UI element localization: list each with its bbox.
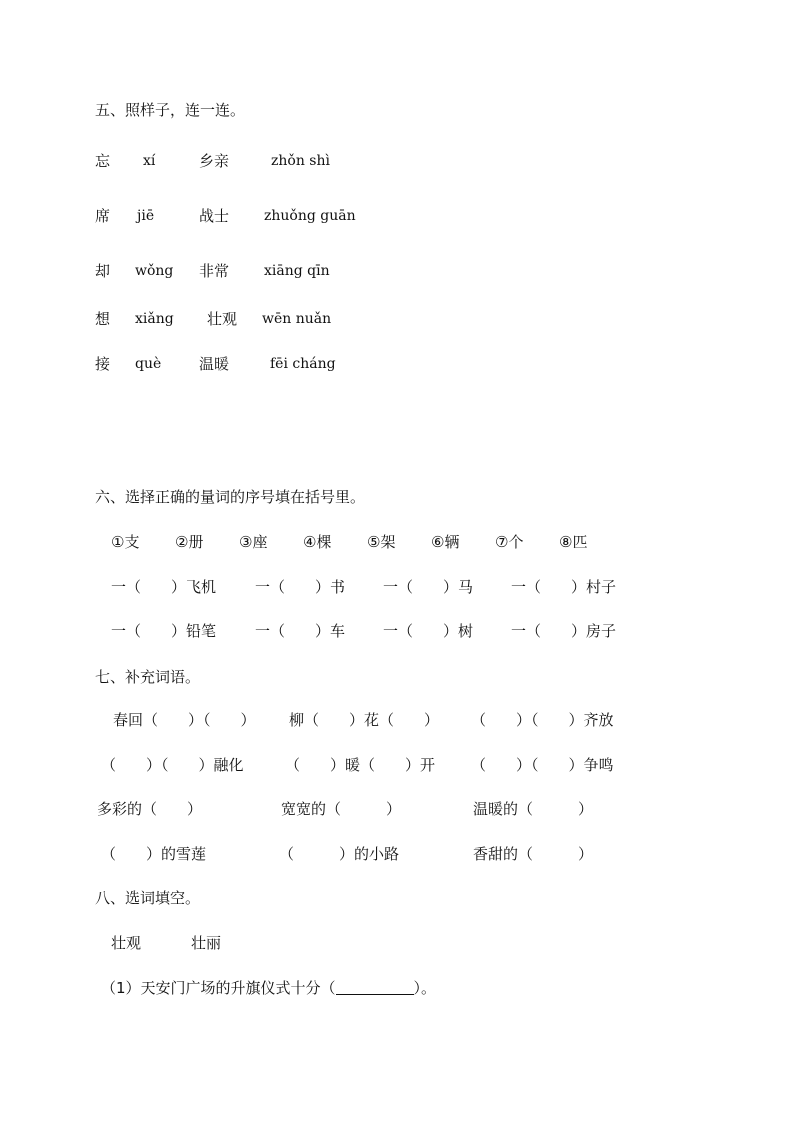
option-item: ⑦个	[495, 533, 524, 551]
section-6-heading: 六、选择正确的量词的序号填在括号里。	[95, 488, 366, 506]
section-7-heading: 七、补充词语。	[95, 668, 201, 686]
option-item: ③座	[239, 533, 268, 551]
option-item: ①支	[111, 533, 140, 551]
match-pinyin: wǒng	[135, 263, 174, 279]
option-item: ④棵	[303, 533, 332, 551]
word-choice: 壮丽	[191, 934, 222, 952]
idiom-item: （ ）（ ）融化	[101, 756, 244, 774]
match-word: 非常	[199, 262, 230, 280]
match-word: 乡亲	[199, 152, 230, 170]
idiom-item: 春回（ ）（ ）	[113, 711, 256, 729]
match-char: 却	[95, 262, 111, 280]
fill-item: 一（ ）铅笔	[111, 622, 217, 640]
match-word-pinyin: zhǒn shì	[271, 153, 330, 169]
phrase-item: 宽宽的（ ）	[281, 800, 402, 818]
match-char: 席	[95, 207, 111, 225]
fill-item: 一（ ）车	[255, 622, 346, 640]
option-item: ②册	[175, 533, 204, 551]
fill-item: 一（ ）村子	[511, 578, 617, 596]
section-5-heading: 五、照样子，连一连。	[95, 101, 246, 119]
match-char: 想	[95, 310, 111, 328]
idiom-item: 柳（ ）花（ ）	[289, 711, 440, 729]
fill-item: 一（ ）房子	[511, 622, 617, 640]
option-item: ⑥辆	[431, 533, 460, 551]
match-word: 壮观	[207, 310, 238, 328]
fill-item: 一（ ）马	[383, 578, 474, 596]
phrase-item: 多彩的（ ）	[97, 800, 203, 818]
question-1-suffix: ）。	[413, 979, 437, 997]
match-word-pinyin: wēn nuǎn	[262, 311, 332, 327]
match-word-pinyin: xiāng qīn	[264, 263, 330, 279]
match-char: 接	[95, 355, 111, 373]
idiom-item: （ ）暖（ ）开	[285, 756, 436, 774]
idiom-item: （ ）（ ）争鸣	[471, 756, 614, 774]
phrase-item: 香甜的（ ）	[473, 845, 594, 863]
question-1	[101, 979, 436, 997]
match-word: 战士	[199, 207, 230, 225]
question-1-prefix: （1）天安门广场的升旗仪式十分（	[101, 979, 336, 997]
word-choice: 壮观	[111, 934, 142, 952]
phrase-item: 温暖的（ ）	[473, 800, 594, 818]
match-word-pinyin: zhuǒng guān	[264, 208, 356, 224]
fill-item: 一（ ）树	[383, 622, 474, 640]
idiom-item: （ ）（ ）齐放	[471, 711, 614, 729]
answer-blank[interactable]	[336, 980, 414, 995]
option-item: ⑧匹	[559, 533, 588, 551]
match-word-pinyin: fēi cháng	[270, 356, 336, 372]
match-word: 温暖	[199, 355, 230, 373]
match-pinyin: jiē	[137, 208, 155, 224]
phrase-item: （ ）的小路	[279, 845, 400, 863]
fill-item: 一（ ）书	[255, 578, 346, 596]
match-pinyin: què	[135, 356, 162, 372]
section-8-heading: 八、选词填空。	[95, 889, 201, 907]
match-pinyin: xí	[143, 153, 156, 169]
match-char: 忘	[95, 152, 111, 170]
option-item: ⑤架	[367, 533, 396, 551]
match-pinyin: xiǎng	[135, 311, 174, 327]
fill-item: 一（ ）飞机	[111, 578, 217, 596]
phrase-item: （ ）的雪莲	[101, 845, 207, 863]
